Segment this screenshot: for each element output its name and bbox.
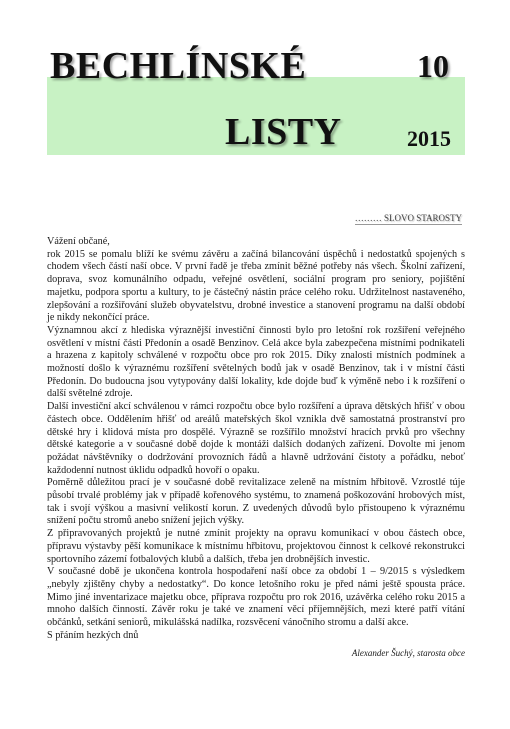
letter-paragraph: rok 2015 se pomalu blíží ke svému závěru a začíná bilancování úspěchů i nedostatků spojených s chodem všech částí naší obce. V první řadě je třeba zmínit běžné potřeby nás všech. Školní zařízení, doprava, svoz komunálního odpadu, veřejné osvětlení, sociální program pro seniory, pojištění majetku, podpora sportu a kultury, to je částečný nástin práce celého roku. Udržitelnost nastaveného, zlepšování a rozšiřování služeb obyvatelstvu, drobné investice a stanovení programu na další období je nikdy nekončící práce.: [47, 248, 465, 324]
masthead-title-line2-text: LISTY: [225, 111, 342, 153]
issue-number: 10: [417, 48, 449, 84]
letter-paragraph: Poměrně důležitou prací je v současné době revitalizace zeleně na místním hřbitově. Vzrostlé túje působí trvalé problémy jak v případě kořenového systému, to znamená poškozování hrobových míst, tak i svojí výškou a masivní velikostí korun. Z uvedených důvodů bylo přistoupeno k výraznému snížení počtu stromů anebo snížení jejich výšky.: [47, 477, 465, 527]
masthead-title-line1-text: BECHLÍNSKÉ: [50, 45, 307, 87]
issue-year: 2015: [407, 126, 451, 151]
mayor-letter: [47, 236, 465, 659]
masthead: [47, 40, 465, 160]
section-label: ……… SLOVO STAROSTY: [354, 213, 462, 223]
masthead-title-line1: [50, 46, 306, 86]
letter-paragraph: Další investiční akcí schválenou v rámci rozpočtu obce bylo rozšíření a úprava dětských hřišť v obou částech obce. Oddělením hřišť od areálů mateřských škol vznikla dvě samostatná prostranství pro dětské hry i klidová místa pro dospělé. Výrazně se rozšířilo množství hracích prvků pro všechny dětské kategorie a v současné době dojde k montáži dalších dodaných zařízení. Dovolte mi jenom požádat návštěvníky o dodržování provozních řádů a hlavně udržování čistoty a pořádku, neboť každodenní nutnost úklidu odpadků hovoří o opaku.: [47, 401, 465, 476]
letter-paragraph: Významnou akcí z hlediska výraznější investiční činnosti bylo pro letošní rok rozšíření veřejného osvětlení v místní části Předonín a osadě Benzinov. Celá akce byla zabezpečena místními podnikateli a hrazena z kapitoly schválené v rozpočtu obce pro rok 2015. Díky znalosti místních podmínek a možností došlo k výraznému rozšíření světelných bodů jak v osadě Benzinov, tak i v místní části Předonín. Do budoucna jsou vytypovány další lokality, kde dojde buď k výměně nebo i k rozšíření o další světelné zdroje.: [47, 324, 465, 400]
masthead-title-line2: [225, 112, 342, 152]
letter-greeting: Vážení občané,: [47, 236, 110, 247]
letter-paragraph: Z připravovaných projektů je nutné zmínit projekty na opravu komunikací v obou částech obce, přípravu výstavby pěší komunikace k místnímu hřbitovu, projektovou činnost k celkové rekonstrukci sportovního zázemí fotbalových klubů a dalších, třeba jen drobnějších investic.: [47, 528, 465, 565]
letter-signature: Alexander Šuchý, starosta obce: [351, 647, 465, 658]
letter-paragraph: V současné době je ukončena kontrola hospodaření naší obce za období 1 – 9/2015 s výsledkem „nebyly zjištěny chyby a nedostatky“. Do konce letošního roku je před námi ještě spousta práce. Mimo jiné inventarizace majetku obce, příprava rozpočtu pro rok 2016, uzávěrka celého roku 2015 a mnoho dalších činností. Závěr roku je také ve znamení věcí příjemnějších, mezi které patří vítání občánků, setkání seniorů, mikulášská nadílka, rozsvěcení vánočního stromu a další akce.: [47, 566, 465, 629]
letter-closing: S přáním hezkých dnů: [47, 629, 139, 641]
